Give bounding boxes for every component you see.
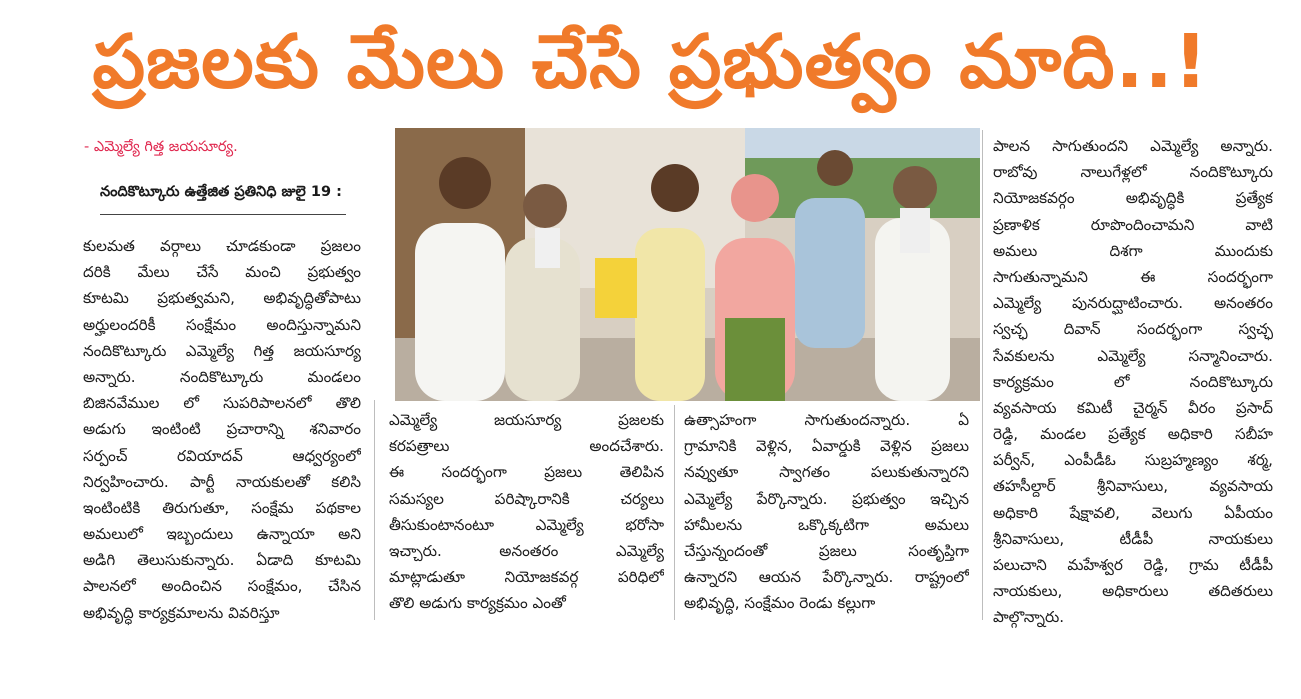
text-line: ఇచ్చారు. అనంతరం ఎమ్మెల్యే xyxy=(389,541,664,560)
text-line: అర్హులందరికీ సంక్షేమం అందిస్తున్నామని xyxy=(83,315,361,334)
text-line: సర్పంచ్ రవియాదవ్ ఆధ్వర్యంలో xyxy=(83,446,361,465)
byline: - ఎమ్మెల్యే గిత్త జయసూర్య. xyxy=(84,139,238,155)
text-line: బిజినవేముల లో సుపరిపాలనలో తొలి xyxy=(83,394,361,413)
text-line: అభివృద్ధి, సంక్షేమం రెండు కల్లుగా xyxy=(684,594,876,613)
text-line: ఉన్నారని ఆయన పేర్కొన్నారు. రాష్ట్రంలో xyxy=(684,568,969,587)
text-line: వ్యవసాయ కమిటీ చైర్మన్ వీరం ప్రసాద్ xyxy=(993,398,1273,417)
text-line: కార్యక్రమం లో నందికొట్కూరు xyxy=(993,372,1273,391)
text-line: కరపత్రాలు అందచేశారు. xyxy=(389,437,664,456)
text-line: హామీలను ఒక్కొక్కటిగా అమలు xyxy=(684,515,969,534)
text-line: మాట్లాడుతూ నియోజకవర్గ పరిధిలో xyxy=(389,568,664,587)
text-line: పాలనలో అందించిన సంక్షేమం, చేసిన xyxy=(83,577,361,596)
article-column-3 xyxy=(684,407,969,617)
text-line: ఎమ్మెల్యే జయసూర్య ప్రజలకు xyxy=(389,411,664,429)
article-column-2 xyxy=(389,407,664,617)
text-line: అమలులో ఇబ్బందులు ఉన్నాయా అని xyxy=(83,525,361,544)
text-line: ఉత్సాహంగా సాగుతుందన్నారు. ఏ xyxy=(684,411,969,429)
text-line: సమస్యల పరిష్కారానికి చర్యలు xyxy=(389,489,664,508)
text-line: నందికొట్కూరు ఎమ్మెల్యే గిత్త జయసూర్య xyxy=(83,341,361,360)
article-column-1 xyxy=(83,233,361,626)
text-line: పలుచాని మహేశ్వర రెడ్డి, గ్రామ టీడీపీ xyxy=(993,556,1273,574)
text-line: దరికి మేలు చేసే మంచి ప్రభుత్వం xyxy=(83,263,361,282)
news-photo xyxy=(395,128,980,401)
photo-illustration xyxy=(395,128,980,401)
text-line: అభివృద్ధి కార్యక్రమాలను వివరిస్తూ xyxy=(83,603,280,622)
text-line: నవ్వుతూ స్వాగతం పలుకుతున్నారని xyxy=(684,463,969,482)
column-divider xyxy=(674,405,675,620)
text-line: తహసీల్దార్ శ్రీనివాసులు, వ్యవసాయ xyxy=(993,477,1273,496)
dateline: నందికొట్కూరు ఉత్తేజిత ప్రతినిధి జులై 19 : xyxy=(100,184,342,200)
text-line: అమలు దిశగా ముందుకు xyxy=(993,241,1273,260)
text-line: అడిగి తెలుసుకున్నారు. ఏడాది కూటమి xyxy=(83,551,361,570)
text-line: అన్నారు. నందికొట్కూరు మండలం xyxy=(83,367,361,386)
column-divider xyxy=(374,400,375,620)
text-line: సేవకులను ఎమ్మెల్యే సన్మానించారు. xyxy=(993,346,1273,365)
text-line: ఇంటింటికి తిరుగుతూ, సంక్షేమ పథకాల xyxy=(83,498,361,517)
text-line: అధికారి షేక్షావలి, వెలుగు ఏపీయం xyxy=(993,503,1273,522)
dateline-underline xyxy=(100,214,346,215)
text-line: చేస్తున్నందంతో ప్రజలు సంతృప్తిగా xyxy=(684,541,969,560)
text-line: పాల్గొన్నారు. xyxy=(993,608,1065,627)
text-line: కులమత వర్గాలు చూడకుండా ప్రజలం xyxy=(83,237,361,255)
text-line: తొలి అడుగు కార్యక్రమం ఎంతో xyxy=(389,594,566,613)
headline: ప్రజలకు మేలు చేసే ప్రభుత్వం మాది..! xyxy=(92,19,1209,105)
text-line: సాగుతున్నామని ఈ సందర్భంగా xyxy=(993,267,1273,286)
text-line: ప్రణాళిక రూపొందించామని వాటి xyxy=(993,215,1273,234)
text-line: అడుగు ఇంటింటి ప్రచారాన్ని శనివారం xyxy=(83,420,361,439)
text-line: నిర్వహించారు. పార్టీ నాయకులతో కలిసి xyxy=(83,472,361,491)
text-line: ఎమ్మెల్యే పేర్కొన్నారు. ప్రభుత్వం ఇచ్చిన xyxy=(684,489,969,508)
text-line: శ్రీనివాసులు, టీడీపీ నాయకులు xyxy=(993,529,1273,548)
text-line: ఈ సందర్భంగా ప్రజలు తెలిపిన xyxy=(389,463,664,482)
text-line: పర్వీన్, ఎంపీడీఓ సుబ్రహ్మణ్యం శర్మ, xyxy=(993,451,1273,470)
text-line: స్వచ్ఛ దివాన్ సందర్భంగా స్వచ్ఛ xyxy=(993,320,1273,339)
text-line: నాయకులు, అధికారులు తదితరులు xyxy=(993,582,1273,601)
text-line: ఎమ్మెల్యే పునరుద్ఘాటించారు. అనంతరం xyxy=(993,294,1273,313)
column-divider xyxy=(982,130,983,620)
text-line: నియోజకవర్గం అభివృద్ధికి ప్రత్యేక xyxy=(993,189,1273,208)
text-line: పాలన సాగుతుందని ఎమ్మెల్యే అన్నారు. xyxy=(993,137,1273,155)
text-line: కూటమి ప్రభుత్వమని, అభివృద్ధితోపాటు xyxy=(83,289,361,308)
text-line: గ్రామానికి వెళ్లిన, ఏవార్డుకి వెళ్లిన ప్రజలు xyxy=(684,437,969,456)
text-line: రెడ్డి, మండల ప్రత్యేక అధికారి సబీహ xyxy=(993,425,1273,444)
text-line: తీసుకుంటానంటూ ఎమ్మెల్యే భరోసా xyxy=(389,515,664,534)
text-line: రాబోవు నాలుగేళ్లలో నందికొట్కూరు xyxy=(993,163,1273,182)
article-column-4 xyxy=(993,133,1273,631)
